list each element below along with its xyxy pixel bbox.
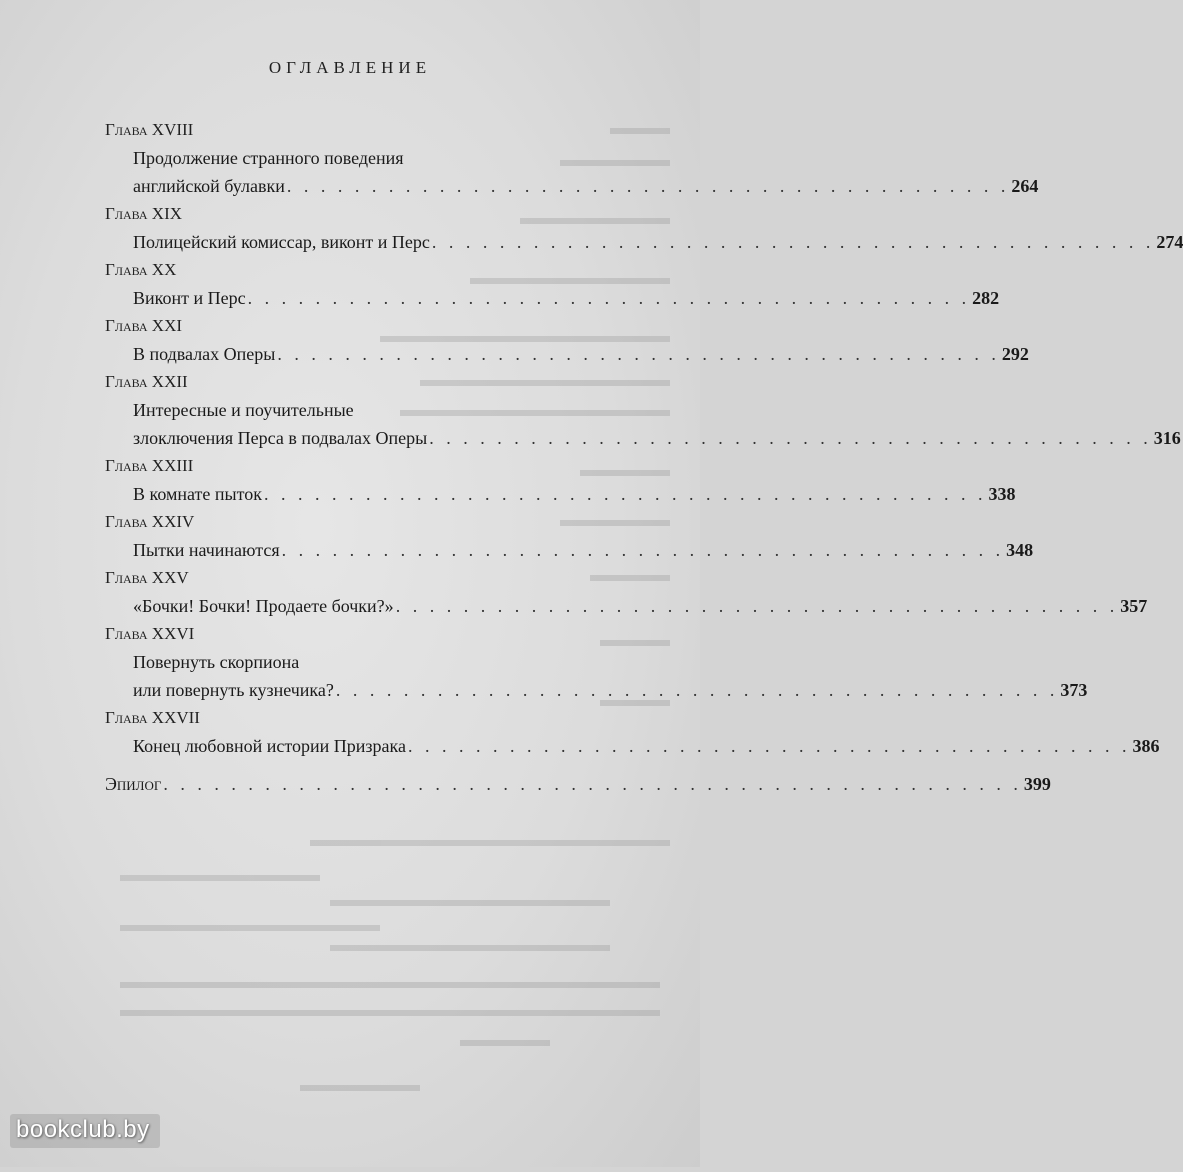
toc-entry — [105, 704, 1160, 760]
dot-leader: . . . . . . . . . . . . . . . . . . . . . . . . . . . . . . . . . . . . . . . . . . . — [247, 288, 971, 308]
dot-leader: . . . . . . . . . . . . . . . . . . . . . . . . . . . . . . . . . . . . . . . . . . . . . . . . . . . — [163, 774, 1022, 794]
dot-leader: . . . . . . . . . . . . . . . . . . . . . . . . . . . . . . . . . . . . . . . . . . . — [264, 484, 987, 504]
dot-leader: . . . . . . . . . . . . . . . . . . . . . . . . . . . . . . . . . . . . . . . . . . . — [277, 344, 1000, 364]
watermark-text: bookclub.by — [16, 1116, 150, 1143]
toc-entry — [105, 564, 1148, 620]
chapter-label: Глава XIX — [105, 204, 183, 223]
chapter-title-line: злоключения Перса в подвалах Оперы — [133, 428, 428, 448]
page-number: 282 — [972, 288, 1000, 308]
contents-heading: ОГЛАВЛЕНИЕ — [268, 58, 432, 77]
toc-entry — [105, 368, 1181, 452]
page-number: 373 — [1060, 680, 1088, 700]
chapter-label: Глава XXI — [105, 316, 183, 335]
chapter-title-line-with-page — [105, 676, 1088, 704]
chapter-label: Глава XXV — [105, 568, 189, 587]
chapter-label: Глава XXIII — [105, 456, 194, 475]
toc-entry — [105, 200, 1183, 256]
chapter-title-line: Продолжение странного поведения — [133, 148, 404, 168]
chapter-label: Глава XXII — [105, 372, 188, 391]
page-number: 348 — [1006, 540, 1034, 560]
toc-entry — [105, 312, 1029, 368]
epilogue-entry — [105, 770, 1051, 798]
chapter-title-line: В комнате пыток — [133, 484, 262, 504]
page-number: 292 — [1001, 344, 1029, 364]
page-number: 386 — [1132, 736, 1160, 756]
chapter-title-line: В подвалах Оперы — [133, 344, 276, 364]
chapter-label: Глава XVIII — [105, 120, 194, 139]
dot-leader: . . . . . . . . . . . . . . . . . . . . . . . . . . . . . . . . . . . . . . . . . . . — [335, 680, 1059, 700]
chapter-label: Глава XXIV — [105, 512, 195, 531]
page-number: 357 — [1120, 596, 1148, 616]
chapter-title-line: Полицейский комиссар, виконт и Перс — [133, 232, 430, 252]
chapter-title-line-with-page — [105, 592, 1148, 620]
chapter-title-line: Пытки начинаются — [133, 540, 280, 560]
chapter-label: Глава XXVI — [105, 624, 195, 643]
epilogue-label: Эпилог — [105, 774, 162, 794]
chapter-title-line-with-page — [105, 228, 1183, 256]
page-number: 338 — [988, 484, 1016, 504]
dot-leader: . . . . . . . . . . . . . . . . . . . . . . . . . . . . . . . . . . . . . . . . . . . — [407, 736, 1131, 756]
page-number: 316 — [1153, 428, 1181, 448]
chapter-label: Глава XXVII — [105, 708, 200, 727]
dot-leader: . . . . . . . . . . . . . . . . . . . . . . . . . . . . . . . . . . . . . . . . . . . — [431, 232, 1155, 252]
page-number: 264 — [1011, 176, 1039, 196]
chapter-title-line: Интересные и поучительные — [133, 400, 354, 420]
chapter-title-line-with-page — [105, 172, 1039, 200]
chapter-label: Глава XX — [105, 260, 177, 279]
dot-leader: . . . . . . . . . . . . . . . . . . . . . . . . . . . . . . . . . . . . . . . . . . . — [281, 540, 1005, 560]
chapter-title-line: Конец любовной истории Призрака — [133, 736, 406, 756]
chapter-title-line-with-page — [105, 480, 1016, 508]
page-number: 399 — [1023, 774, 1051, 794]
chapter-title-line: «Бочки! Бочки! Продаете бочки?» — [133, 596, 394, 616]
watermark — [0, 1108, 700, 1167]
toc-entry — [105, 620, 1088, 704]
table-of-contents — [105, 116, 1183, 798]
chapter-title-line-with-page — [105, 340, 1029, 368]
chapter-title-line-with-page — [105, 732, 1160, 760]
chapter-title-line-with-page — [105, 284, 1000, 312]
toc-entry — [105, 116, 1039, 200]
chapter-title-line: или повернуть кузнечика? — [133, 680, 334, 700]
chapter-title-line-with-page — [105, 424, 1181, 452]
chapter-title-line: Виконт и Перс — [133, 288, 246, 308]
dot-leader: . . . . . . . . . . . . . . . . . . . . . . . . . . . . . . . . . . . . . . . . . . . — [286, 176, 1010, 196]
toc-entry — [105, 508, 1034, 564]
page-number: 274 — [1156, 232, 1183, 252]
chapter-title-line-with-page — [105, 536, 1034, 564]
chapter-title-line: Повернуть скорпиона — [133, 652, 300, 672]
dot-leader: . . . . . . . . . . . . . . . . . . . . . . . . . . . . . . . . . . . . . . . . . . . — [429, 428, 1152, 448]
chapter-title-line: английской булавки — [133, 176, 285, 196]
toc-entry — [105, 452, 1016, 508]
toc-entry — [105, 256, 1000, 312]
dot-leader: . . . . . . . . . . . . . . . . . . . . . . . . . . . . . . . . . . . . . . . . . . . — [395, 596, 1119, 616]
